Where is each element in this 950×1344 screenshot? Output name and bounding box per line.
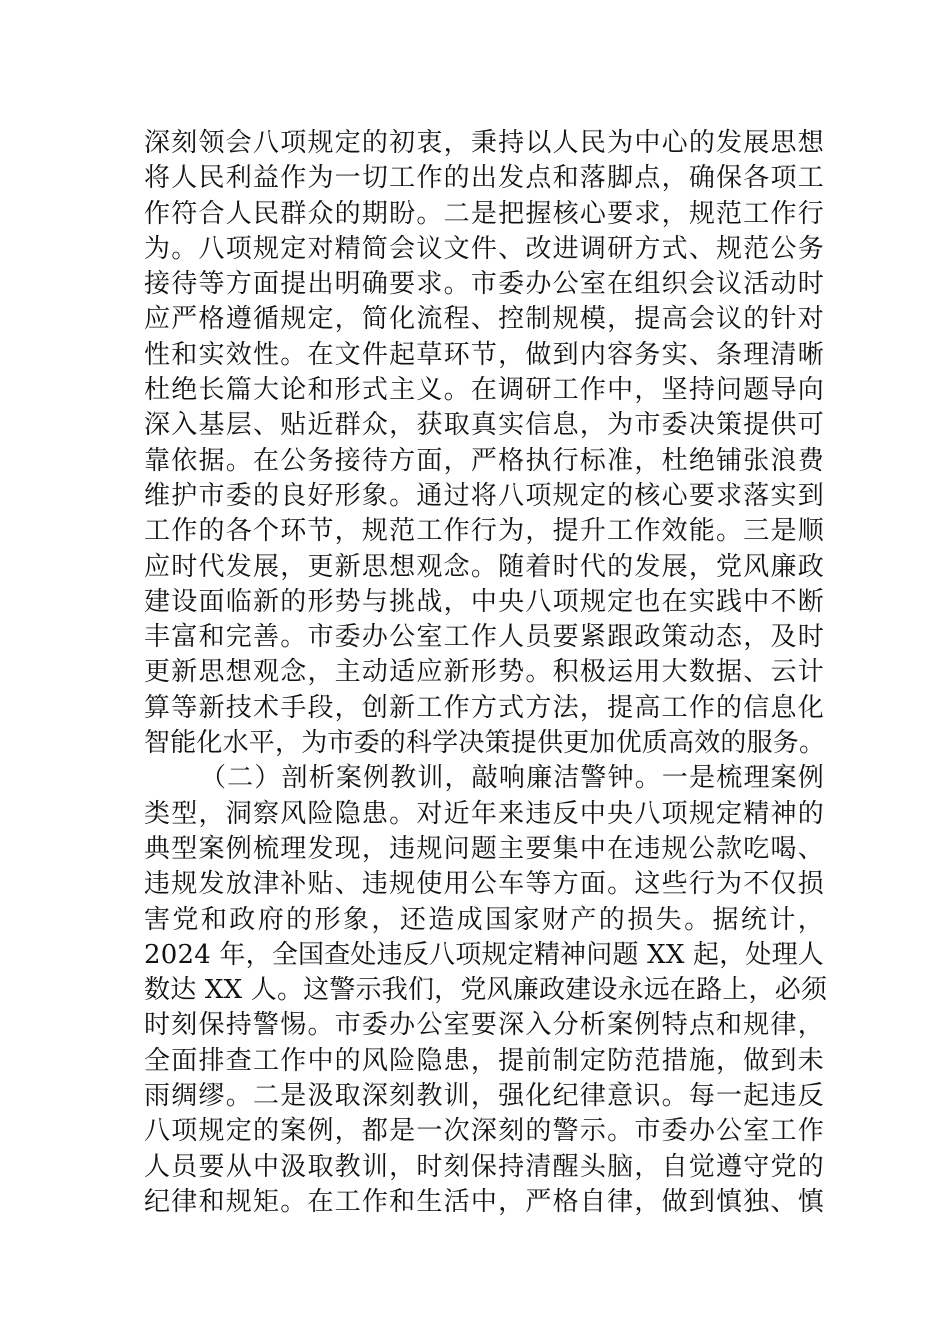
text-line: 典型案例梳理发现，违规问题主要集中在违规公款吃喝、: [144, 833, 824, 864]
text-line: 性和实效性。在文件起草环节，做到内容务实、条理清晰: [144, 339, 824, 370]
text-line: 为。八项规定对精简会议文件、改进调研方式、规范公务: [144, 233, 824, 264]
text-line: 工作的各个环节，规范工作行为，提升工作效能。三是顺: [144, 516, 824, 547]
text-line: 将人民利益作为一切工作的出发点和落脚点，确保各项工: [144, 163, 824, 194]
text-line: 智能化水平，为市委的科学决策提供更加优质高效的服务。: [144, 728, 826, 759]
text-line: 维护市委的良好形象。通过将八项规定的核心要求落实到: [144, 480, 824, 511]
text-line: 纪律和规矩。在工作和生活中，严格自律，做到慎独、慎: [144, 1186, 824, 1217]
text-line: 害党和政府的形象，还造成国家财产的损失。据统计，: [144, 904, 824, 935]
text-line: 雨绸缪。二是汲取深刻教训，强化纪律意识。每一起违反: [144, 1081, 824, 1112]
text-line: 深刻领会八项规定的初衷，秉持以人民为中心的发展思想: [144, 128, 824, 158]
section-heading-line: （二）剖析案例教训，敲响廉洁警钟。一是梳理案例: [200, 763, 824, 794]
text-line: 杜绝长篇大论和形式主义。在调研工作中，坚持问题导向: [144, 375, 824, 406]
text-line: 全面排查工作中的风险隐患，提前制定防范措施，做到未: [144, 1045, 824, 1076]
text-line: 作符合人民群众的期盼。二是把握核心要求，规范工作行: [144, 198, 824, 229]
text-line: 八项规定的案例，都是一次深刻的警示。市委办公室工作: [144, 1116, 824, 1147]
text-line: 接待等方面提出明确要求。市委办公室在组织会议活动时: [144, 269, 824, 300]
text-line: 数达 XX 人。这警示我们，党风廉政建设永远在路上，必须: [144, 975, 828, 1006]
text-line: 违规发放津补贴、违规使用公车等方面。这些行为不仅损: [144, 869, 824, 900]
text-line: 靠依据。在公务接待方面，严格执行标准，杜绝铺张浪费: [144, 445, 824, 476]
text-line: 2024 年，全国查处违反八项规定精神问题 XX 起，处理人: [144, 939, 824, 970]
text-line: 算等新技术手段，创新工作方式方法，提高工作的信息化: [144, 692, 824, 723]
text-line: 深入基层、贴近群众，获取真实信息，为市委决策提供可: [144, 410, 824, 441]
text-line: 时刻保持警惕。市委办公室要深入分析案例特点和规律，: [144, 1010, 824, 1041]
text-line: 应时代发展，更新思想观念。随着时代的发展，党风廉政: [144, 551, 824, 582]
text-line: 类型，洞察风险隐患。对近年来违反中央八项规定精神的: [144, 798, 824, 829]
text-line: 丰富和完善。市委办公室工作人员要紧跟政策动态，及时: [144, 622, 824, 653]
text-line: 应严格遵循规定，简化流程、控制规模，提高会议的针对: [144, 304, 824, 335]
text-line: 建设面临新的形势与挑战，中央八项规定也在实践中不断: [144, 586, 824, 617]
text-line: 更新思想观念，主动适应新形势。积极运用大数据、云计: [144, 657, 824, 688]
body-text: [144, 126, 828, 1220]
text-line: 人员要从中汲取教训，时刻保持清醒头脑，自觉遵守党的: [144, 1151, 824, 1182]
